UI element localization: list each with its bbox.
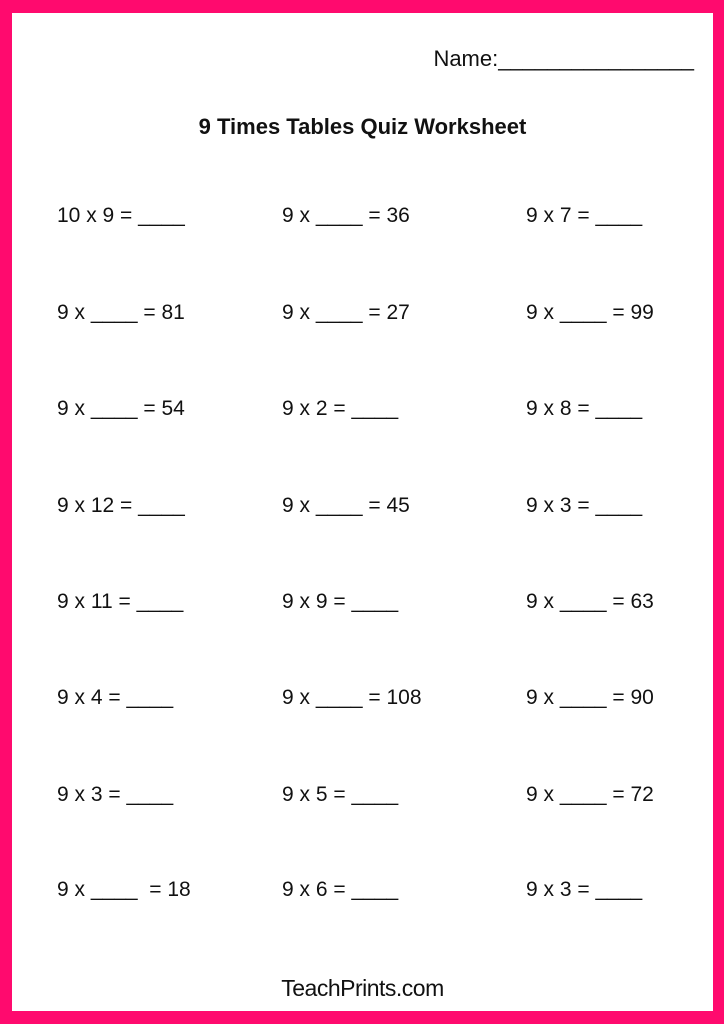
worksheet-title: 9 Times Tables Quiz Worksheet: [198, 114, 527, 139]
math-problem[interactable]: 9 x 4 = ____: [57, 686, 174, 709]
math-problem[interactable]: 9 x ____ = 54: [57, 397, 185, 420]
math-problem[interactable]: 9 x 3 = ____: [526, 878, 643, 901]
math-problem[interactable]: 9 x 11 = ____: [57, 590, 184, 613]
math-problem[interactable]: 9 x 2 = ____: [282, 397, 399, 420]
math-problem[interactable]: 9 x ____ = 36: [282, 204, 410, 227]
math-problem[interactable]: 9 x 6 = ____: [282, 878, 399, 901]
math-problem[interactable]: 9 x 9 = ____: [282, 590, 399, 613]
math-problem[interactable]: 9 x ____ = 45: [282, 494, 410, 517]
math-problem[interactable]: 9 x 3 = ____: [57, 783, 174, 806]
math-problem[interactable]: 9 x ____ = 81: [57, 301, 185, 324]
math-problem[interactable]: 9 x ____ = 63: [526, 590, 654, 613]
name-field[interactable]: Name:________________: [433, 46, 694, 71]
math-problem[interactable]: 9 x 5 = ____: [282, 783, 399, 806]
math-problem[interactable]: 10 x 9 = ____: [57, 204, 185, 227]
math-problem[interactable]: 9 x ____ = 90: [526, 686, 654, 709]
math-problem[interactable]: 9 x 12 = ____: [57, 494, 185, 517]
math-problem[interactable]: 9 x ____ = 18: [57, 878, 191, 901]
math-problem[interactable]: 9 x ____ = 99: [526, 301, 654, 324]
worksheet-page: [12, 13, 713, 1011]
math-problem[interactable]: 9 x 7 = ____: [526, 204, 643, 227]
math-problem[interactable]: 9 x ____ = 108: [282, 686, 422, 709]
footer-brand: TeachPrints.com: [281, 975, 444, 1001]
math-problem[interactable]: 9 x 3 = ____: [526, 494, 643, 517]
math-problem[interactable]: 9 x ____ = 72: [526, 783, 654, 806]
math-problem[interactable]: 9 x ____ = 27: [282, 301, 410, 324]
math-problem[interactable]: 9 x 8 = ____: [526, 397, 643, 420]
